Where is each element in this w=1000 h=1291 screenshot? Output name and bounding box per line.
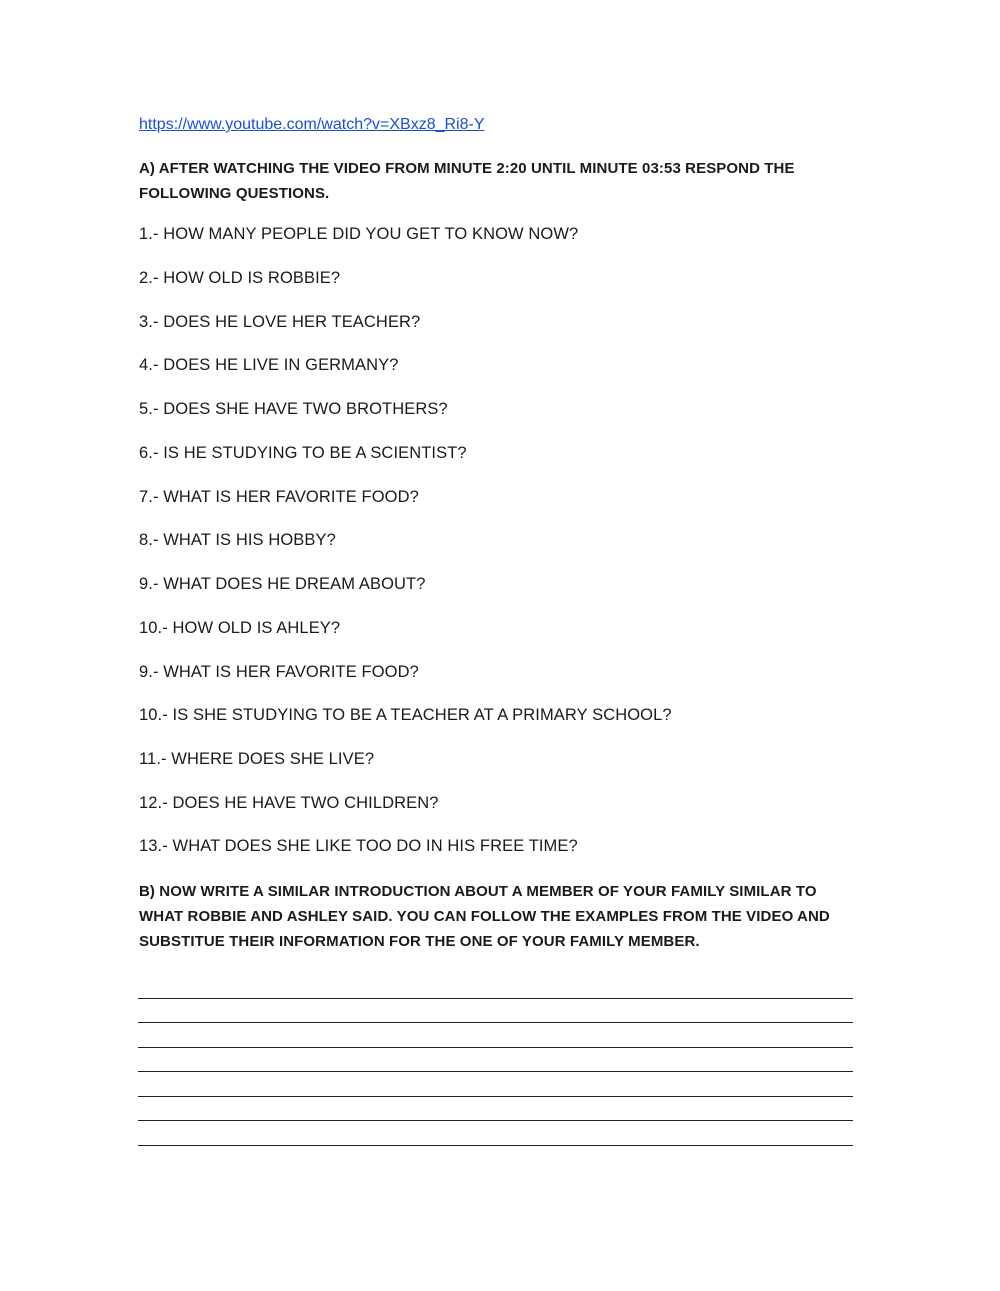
question-item: 5.- DOES SHE HAVE TWO BROTHERS?: [139, 400, 448, 418]
question-item: 3.- DOES HE LOVE HER TEACHER?: [139, 313, 421, 331]
question-item: 10.- HOW OLD IS AHLEY?: [139, 619, 341, 637]
question-item: 13.- WHAT DOES SHE LIKE TOO DO IN HIS FREE TIME?: [139, 837, 578, 855]
question-item: 8.- WHAT IS HIS HOBBY?: [139, 531, 336, 549]
answer-line[interactable]: [138, 1048, 853, 1073]
question-item: 4.- DOES HE LIVE IN GERMANY?: [139, 356, 399, 374]
question-item: 11.- WHERE DOES SHE LIVE?: [139, 750, 375, 768]
question-item: 9.- WHAT DOES HE DREAM ABOUT?: [139, 575, 426, 593]
answer-line[interactable]: [138, 999, 853, 1024]
question-item: 9.- WHAT IS HER FAVORITE FOOD?: [139, 663, 419, 681]
question-item: 12.- DOES HE HAVE TWO CHILDREN?: [139, 794, 439, 812]
answer-line[interactable]: [138, 1072, 853, 1097]
answer-line[interactable]: [138, 974, 853, 999]
question-item: 6.- IS HE STUDYING TO BE A SCIENTIST?: [139, 444, 467, 462]
section-b-heading: B) NOW WRITE A SIMILAR INTRODUCTION ABOUT A MEMBER OF YOUR FAMILY SIMILAR TO WHAT ROBBIE AND ASHLEY SAID. YOU CAN FOLLOW THE EXAMPLES FROM THE VIDEO AND SUBSTITUE THEIR INFORMATION FOR THE ONE OF YOUR FAMILY MEMBER.: [139, 883, 830, 950]
answer-line[interactable]: [138, 1121, 853, 1146]
answer-line[interactable]: [138, 1097, 853, 1122]
question-item: 10.- IS SHE STUDYING TO BE A TEACHER AT A PRIMARY SCHOOL?: [139, 706, 672, 724]
question-item: 7.- WHAT IS HER FAVORITE FOOD?: [139, 488, 419, 506]
question-item: 2.- HOW OLD IS ROBBIE?: [139, 269, 341, 287]
video-link[interactable]: https://www.youtube.com/watch?v=XBxz8_Ri8-Y: [139, 116, 485, 133]
section-a-heading: A) AFTER WATCHING THE VIDEO FROM MINUTE 2:20 UNTIL MINUTE 03:53 RESPOND THE FOLLOWING QUESTIONS.: [139, 160, 795, 202]
answer-area[interactable]: [138, 974, 853, 1146]
answer-line[interactable]: [138, 1023, 853, 1048]
question-item: 1.- HOW MANY PEOPLE DID YOU GET TO KNOW NOW?: [139, 225, 579, 243]
